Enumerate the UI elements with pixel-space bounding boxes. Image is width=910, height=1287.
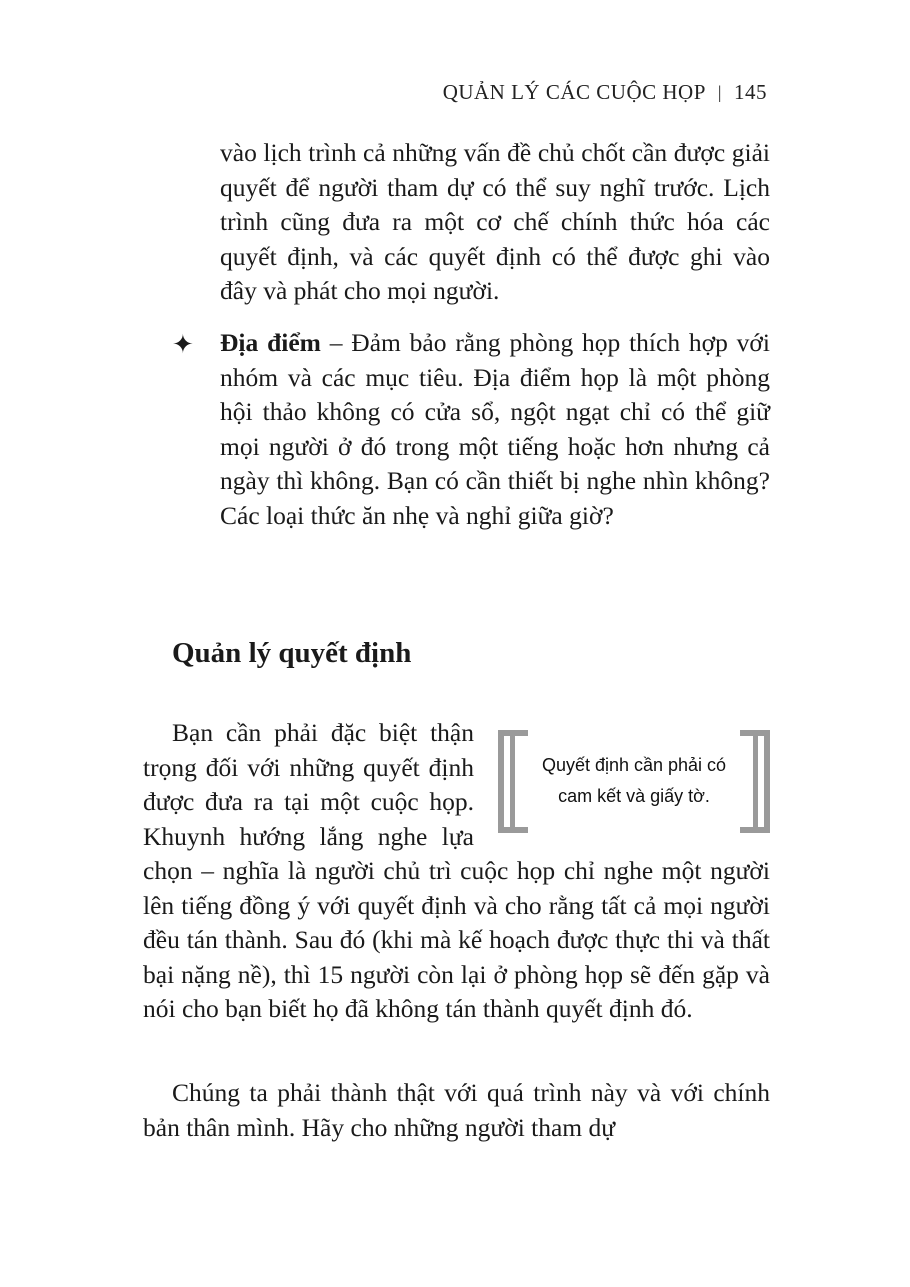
bullet-term: Địa điểm <box>220 328 321 357</box>
bullet-paragraph <box>220 326 770 533</box>
right-bracket-decoration <box>740 730 770 833</box>
chapter-title: QUẢN LÝ CÁC CUỘC HỌP <box>442 80 706 104</box>
continuation-paragraph: vào lịch trình cả những vấn đề chủ chốt cần được giải quyết để người tham dự có thể suy nghĩ trước. Lịch trình cũng đưa ra một cơ chế chính thức hóa các quyết định, và các quyết định có thể được ghi vào đây và phát cho mọi người. <box>220 138 770 305</box>
bullet-text: Đảm bảo rằng phòng họp thích hợp với nhóm và các mục tiêu. Địa điểm họp là một phòng hội thảo không có cửa sổ, ngột ngạt chỉ có thể giữ mọi người ở đó trong một tiếng hoặc hơn nhưng cả ngày thì không. Bạn có cần thiết bị nghe nhìn không? Các loại thức ăn nhẹ và nghỉ giữa giờ? <box>220 328 771 530</box>
section-heading: Quản lý quyết định <box>172 637 412 669</box>
page-number: 145 <box>734 80 767 104</box>
pull-quote-box <box>498 730 770 833</box>
paragraph-2: Chúng ta phải thành thật với quá trình này và với chính bản thân mình. Hãy cho những người tham dự <box>143 1078 770 1142</box>
running-header <box>443 80 767 105</box>
bullet-dash: – <box>320 328 352 357</box>
paragraph-1-text: Bạn cần phải đặc biệt thận trọng đối với những quyết định được đưa ra tại một cuộc họp. Khuynh hướng lắng nghe lựa chọn – nghĩa là người chủ trì cuộc họp chỉ nghe một người lên tiếng đồng ý với quyết định và cho rằng tất cả mọi người đều tán thành. Sau đó (khi mà kế hoạch được thực thi và thất bại nặng nề), thì 15 người còn lại ở phòng họp sẽ đến gặp và nói cho bạn biết họ đã không tán thành quyết định đó. <box>143 718 770 1023</box>
header-separator: | <box>717 82 722 102</box>
pull-quote-text: Quyết định cần phải có cam kết và giấy tờ. <box>541 755 727 806</box>
four-point-star-icon: ✦ <box>172 330 194 360</box>
paragraph-1 <box>143 716 770 1027</box>
